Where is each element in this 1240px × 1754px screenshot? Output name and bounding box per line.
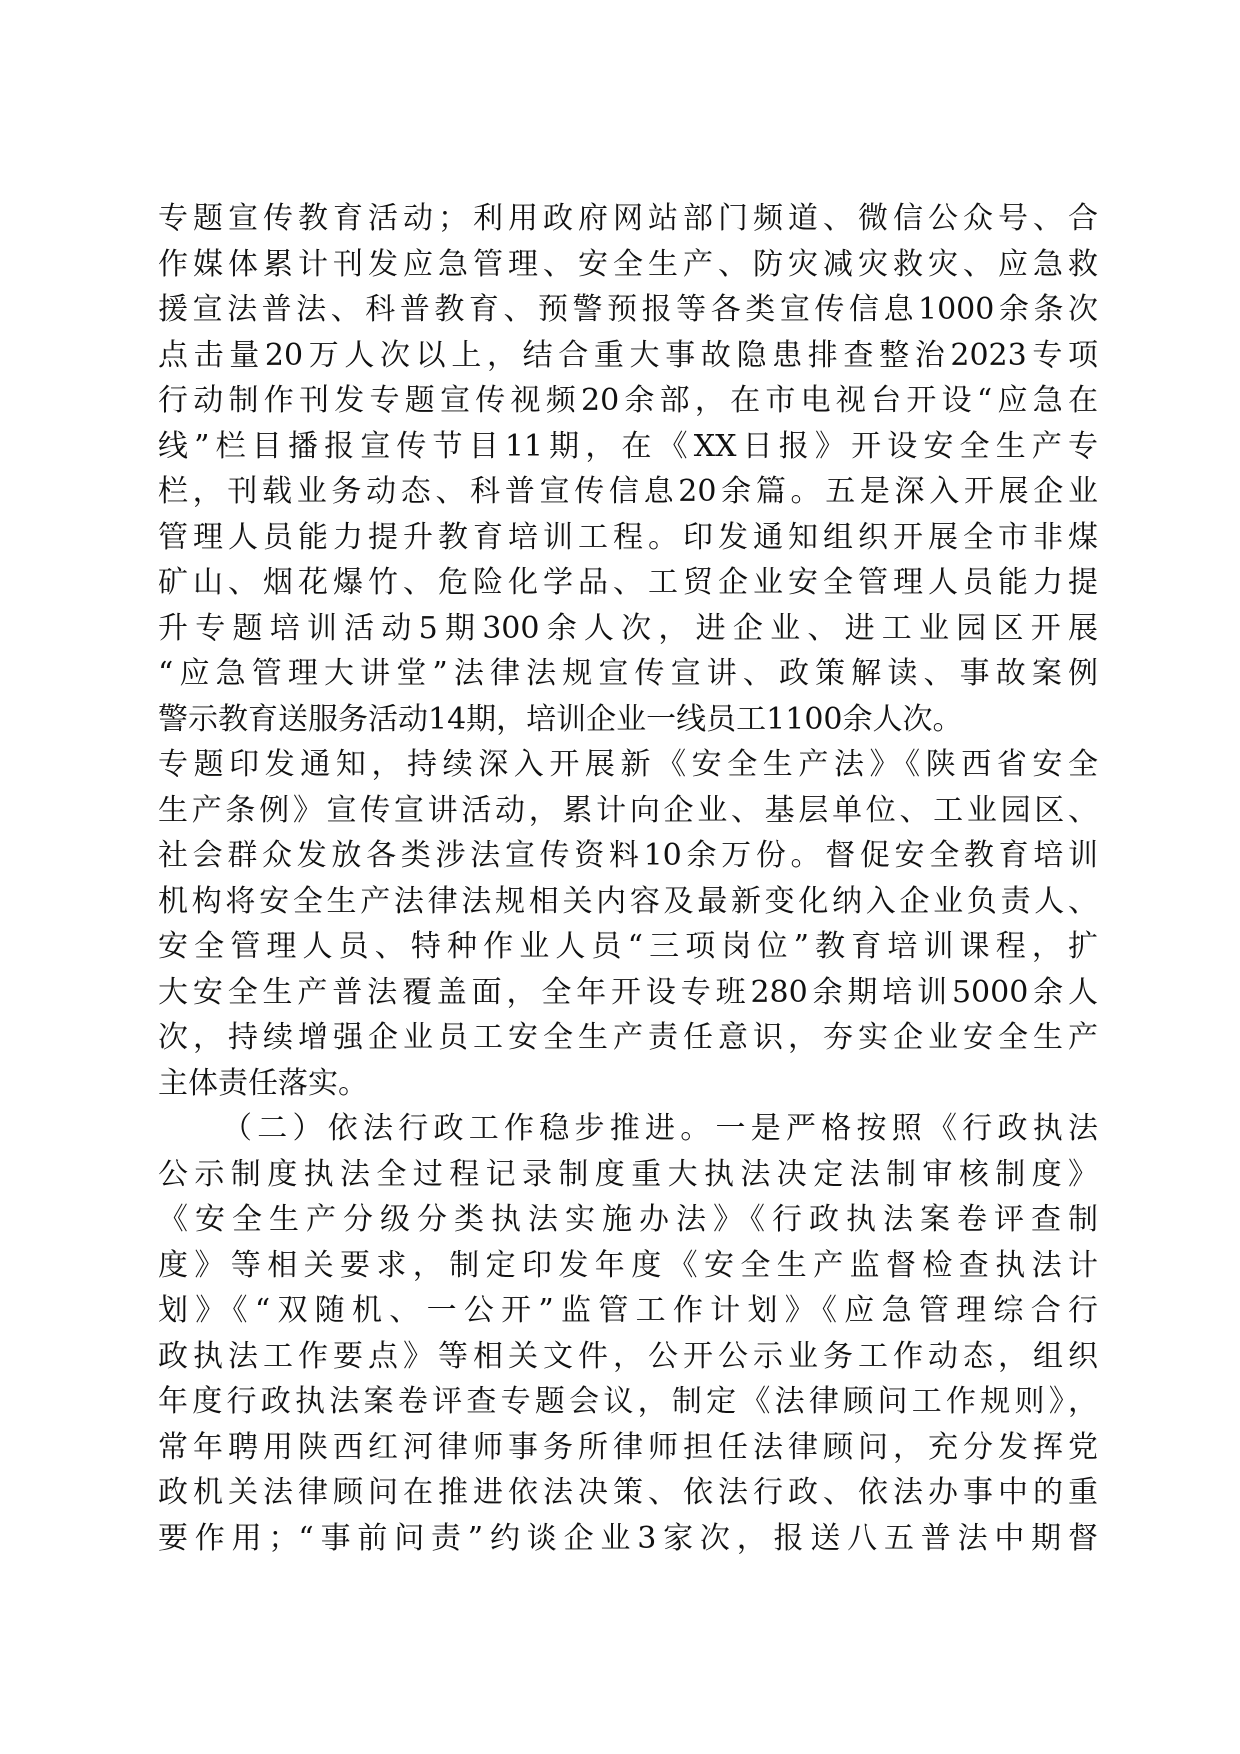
document-body	[158, 196, 1098, 1561]
text-line: 线”栏目播报宣传节目11期，在《XX日报》开设安全生产专	[158, 428, 1098, 464]
text-line: 专题印发通知，持续深入开展新《安全生产法》《陕西省安全	[158, 747, 1098, 782]
text-line: 年度行政执法案卷评查专题会议，制定《法律顾问工作规则》，	[158, 1384, 1098, 1419]
text-line: 作媒体累计刊发应急管理、安全生产、防灾减灾救灾、应急救	[158, 246, 1098, 282]
text-line: 援宣法普法、科普教育、预警预报等各类宣传信息1000余条次	[158, 292, 1098, 327]
text-line: 专题宣传教育活动；利用政府网站部门频道、微信公众号、合	[158, 201, 1098, 236]
text-line: 机构将安全生产法律法规相关内容及最新变化纳入企业负责人、	[158, 883, 1098, 919]
text-line: 划》《“双随机、一公开”监管工作计划》《应急管理综合行	[158, 1293, 1098, 1328]
text-line: 生产条例》宣传宣讲活动，累计向企业、基层单位、工业园区、	[158, 792, 1098, 828]
text-line: 社会群众发放各类涉法宣传资料10余万份。督促安全教育培训	[158, 838, 1098, 873]
text-line: 栏，刊载业务动态、科普宣传信息20余篇。五是深入开展企业	[158, 474, 1098, 509]
text-line: 度》等相关要求，制定印发年度《安全生产监督检查执法计	[158, 1247, 1098, 1283]
section-heading-line: （二）依法行政工作稳步推进。一是严格按照《行政执法	[222, 1111, 1098, 1146]
text-line: 行动制作刊发专题宣传视频20余部，在市电视台开设“应急在	[158, 383, 1098, 418]
text-line: 安全管理人员、特种作业人员“三项岗位”教育培训课程，扩	[158, 929, 1098, 964]
text-line: 公示制度执法全过程记录制度重大执法决定法制审核制度》	[158, 1156, 1098, 1192]
text-line: 升专题培训活动5期300余人次，进企业、进工业园区开展	[158, 610, 1098, 646]
text-line: 管理人员能力提升教育培训工程。印发通知组织开展全市非煤	[158, 519, 1098, 555]
text-line: 政执法工作要点》等相关文件，公开公示业务工作动态，组织	[158, 1338, 1098, 1374]
text-line: 警示教育送服务活动14期，培训企业一线员工1100余人次。	[158, 701, 963, 737]
text-line: 要作用；“事前问责”约谈企业3家次，报送八五普法中期督	[158, 1520, 1098, 1556]
text-line: 《安全生产分级分类执法实施办法》《行政执法案卷评查制	[158, 1202, 1098, 1237]
text-line: 大安全生产普法覆盖面，全年开设专班280余期培训5000余人	[158, 974, 1098, 1010]
text-line: 矿山、烟花爆竹、危险化学品、工贸企业安全管理人员能力提	[158, 565, 1098, 600]
text-line: 常年聘用陕西红河律师事务所律师担任法律顾问，充分发挥党	[158, 1429, 1098, 1465]
text-line: 主体责任落实。	[158, 1065, 368, 1101]
text-line: 次，持续增强企业员工安全生产责任意识，夯实企业安全生产	[158, 1020, 1098, 1055]
text-line: 政机关法律顾问在推进依法决策、依法行政、依法办事中的重	[158, 1475, 1098, 1510]
text-line: 点击量20万人次以上，结合重大事故隐患排查整治2023专项	[158, 337, 1098, 373]
text-line: “应急管理大讲堂”法律法规宣传宣讲、政策解读、事故案例	[158, 656, 1098, 691]
